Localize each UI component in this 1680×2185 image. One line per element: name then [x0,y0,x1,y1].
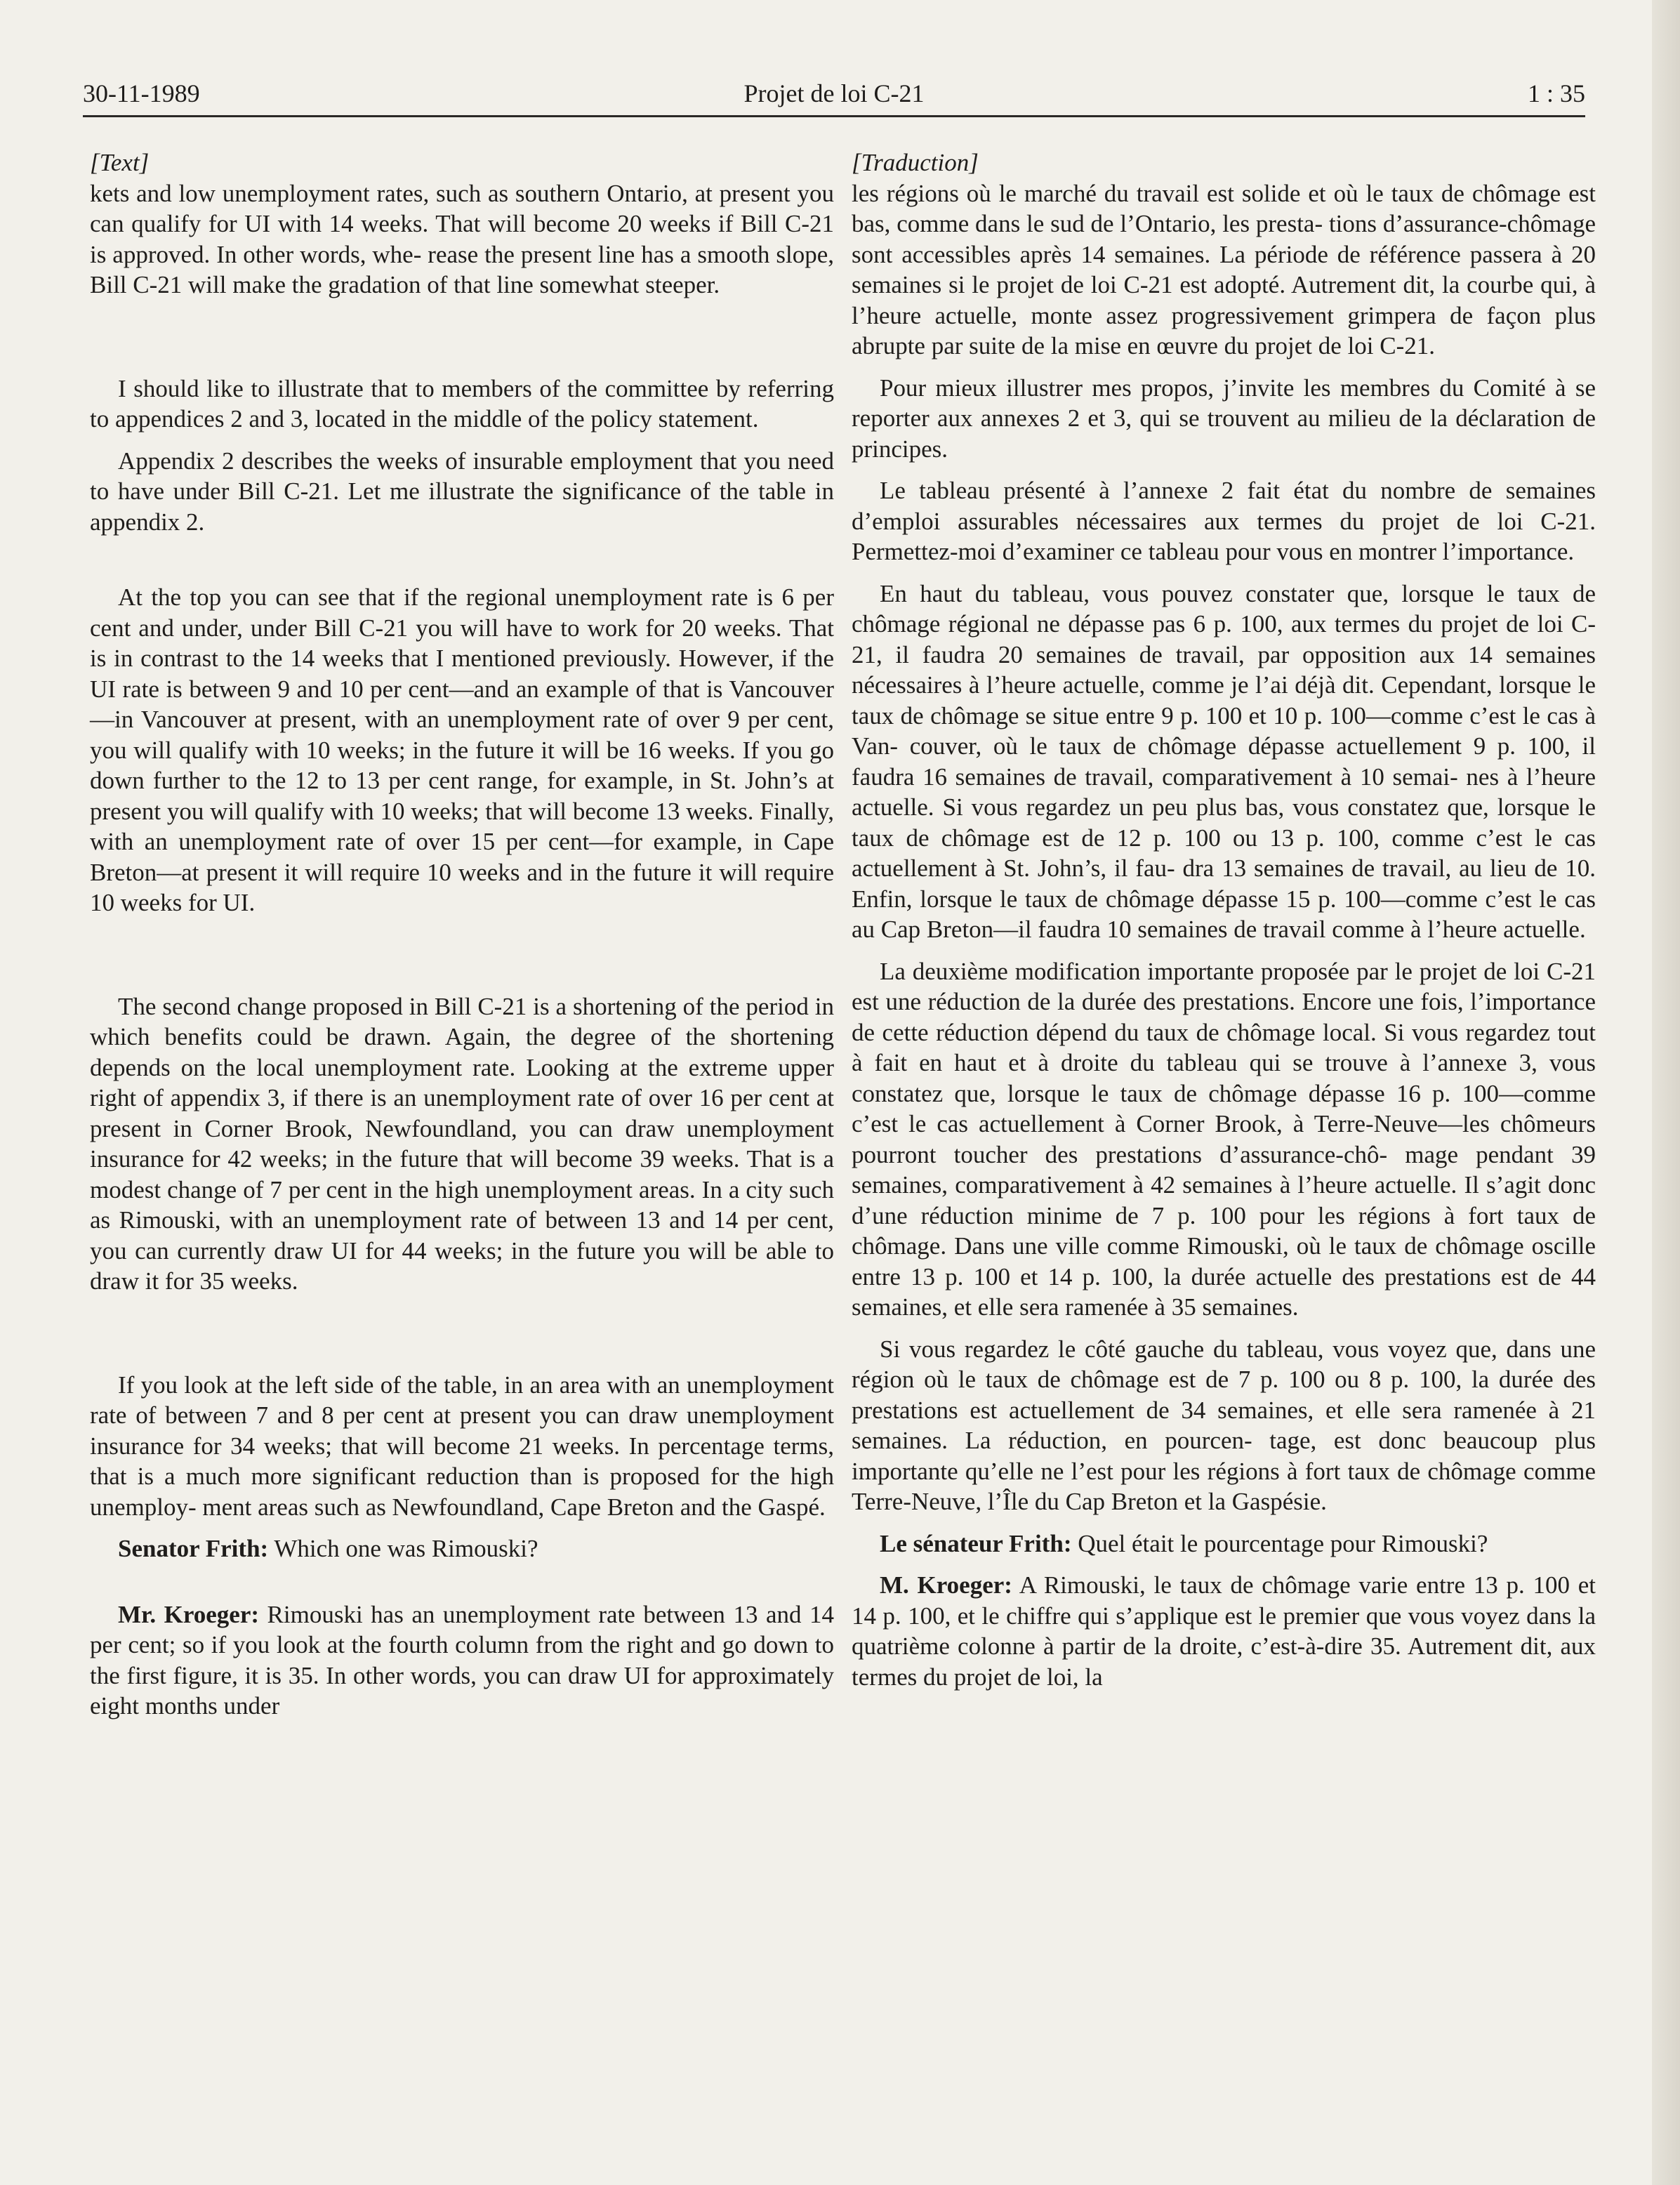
page-edge [1652,0,1680,2185]
english-paragraph-6: If you look at the left side of the table, in an area with an unemployment rate of between 7 and 8 per cent at present you can draw unemployment insurance for 34 weeks; that will become 21 weeks. In percentage terms, that is a much more significant reduction than is proposed for the high unemploy- ment areas such as Newfoundland, Cape Breton and the Gaspé. [90,1371,834,1521]
speech-text: Quel était le pourcentage pour Rimouski? [1078,1529,1488,1557]
english-paragraph-1: kets and low unemployment rates, such as southern Ontario, at present you can qualify for UI with 14 weeks. That will become 20 weeks if Bill C-21 is approved. In other words, whe- rease the present line has a smooth slope, Bill C-21 will make the gradation of that line somewhat steeper. [90,179,834,298]
speech-text: Which one was Rimouski? [274,1535,538,1562]
french-column [852,147,1596,1692]
english-paragraph-5: The second change proposed in Bill C-21 is a shortening of the period in which benefits could be drawn. Again, the degree of the shortening depends on the local unemployment rate. Looking at the extreme upper right of appendix 3, if there is an unemployment rate of over 16 per cent at present in Corner Brook, Newfoundland, you can draw unemployment insurance for 42 weeks; in the future that will become 39 weeks. That is a modest change of 7 per cent in the high unemployment areas. In a city such as Rimouski, with an unemployment rate of between 13 and 14 per cent, you can currently draw UI for 44 weeks; in the future you will be able to draw it for 35 weeks. [90,992,834,1295]
french-paragraph-1: les régions où le marché du travail est solide et où le taux de chômage est bas, comme dans le sud de l’Ontario, les presta- tions d’assurance-chômage sont accessibles après 14 semaines. La période de référence passera à 20 semaines si le projet de loi C-21 est adopté. Autrement dit, la courbe qui, à l’heure actuelle, monte assez progressivement grimpera de façon plus abrupte par suite de la mise en œuvre du projet de loi C-21. [852,179,1596,359]
header-date: 30-11-1989 [83,79,200,107]
english-paragraph-8 [90,1599,834,1722]
speaker-name: Le sénateur Frith: [880,1529,1072,1557]
french-paragraph-6: Si vous regardez le côté gauche du tableau, vous voyez que, dans une région où le taux de chômage est de 7 p. 100 ou 8 p. 100, la durée des prestations est actuellement de 34 semaines, et elle sera ramenée à 21 semaines. La réduction, en pourcen- tage, est donc beaucoup plus importante qu’elle ne l’est pour les régions à fort taux de chômage comme Terre-Neuve, l’Île du Cap Breton et la Gaspésie. [852,1335,1596,1515]
french-paragraph-3: Le tableau présenté à l’annexe 2 fait état du nombre de semaines d’emploi assurables nécessaires aux termes du projet de loi C-21. Permettez-moi d’examiner ce tableau pour vous en montrer l’importance. [852,477,1596,565]
english-paragraph-4: At the top you can see that if the regional unemployment rate is 6 per cent and under, under Bill C-21 you will have to work for 20 weeks. That is in contrast to the 14 weeks that I mentioned previously. However, if the UI rate is between 9 and 10 per cent—and an example of that is Vancouver—in Vancouver at present, with an unemployment rate of over 9 per cent, you will qualify with 10 weeks; in the future it will be 16 weeks. If you go down further to the 12 to 13 per cent range, for example, in St. John’s at present you will qualify with 10 weeks; that will become 13 weeks. Finally, with an unemployment rate of over 15 per cent—for example, in Cape Breton—at present it will require 10 weeks and in the future it will require 10 weeks for UI. [90,583,834,916]
header-title: Projet de loi C-21 [743,79,925,107]
french-text-tag: [Traduction] [852,149,979,176]
french-paragraph-8 [852,1570,1596,1692]
speech-text: Rimouski has an unemployment rate between 13 and 14 per cent; so if you look at the fourth column from the right and go down to the first figure, it is 35. In other words, you can draw UI for approximately eight months under [90,1600,834,1719]
speaker-name: Senator Frith: [118,1535,269,1562]
speaker-name: Mr. Kroeger: [118,1600,260,1628]
page-header [83,70,1585,117]
english-text-tag: [Text] [90,149,150,176]
header-page-number: 1 : 35 [1527,79,1585,107]
english-paragraph-7 [90,1533,834,1564]
french-paragraph-7 [852,1529,1596,1559]
english-column [90,147,834,1722]
speaker-name: M. Kroeger: [880,1571,1012,1599]
speech-text: A Rimouski, le taux de chômage varie entre 13 p. 100 et 14 p. 100, et le chiffre qui s’applique est le premier que vous voyez dans la quatrième colonne à partir de la droite, c’est-à-dire 35. Autrement dit, aux termes du projet de loi, la [852,1571,1596,1691]
french-paragraph-5: La deuxième modification importante proposée par le projet de loi C-21 est une réduction de la durée des prestations. Encore une fois, l’importance de cette réduction dépend du taux de chômage local. Si vous regardez tout à fait en haut et à droite du tableau qui se trouve à l’annexe 3, vous constatez que, lorsque le taux de chômage dépasse 16 p. 100—comme c’est le cas actuellement à Corner Brook, à Terre-Neuve—les chômeurs pourront toucher des prestations d’assurance-chô- mage pendant 39 semaines, comparativement à 42 semaines à l’heure actuelle. Il s’agit donc d’une réduction minime de 7 p. 100 pour les régions à fort taux de chômage. Dans une ville comme Rimouski, où le taux de chômage oscille entre 13 p. 100 et 14 p. 100, la durée actuelle des prestations est de 44 semaines, et elle sera ramenée à 35 semaines. [852,957,1596,1321]
english-paragraph-3: Appendix 2 describes the weeks of insurable employment that you need to have under Bill C-21. Let me illustrate the significance of the table in appendix 2. [90,447,834,536]
french-paragraph-4: En haut du tableau, vous pouvez constater que, lorsque le taux de chômage régional ne dépasse pas 6 p. 100, aux termes du projet de loi C-21, il faudra 20 semaines de travail, par opposition aux 14 semaines nécessaires à l’heure actuelle, comme je l’ai déjà dit. Cependant, lorsque le taux de chômage se situe entre 9 p. 100 et 10 p. 100—comme c’est le cas à Van- couver, où le taux de chômage dépasse actuellement 9 p. 100, il faudra 16 semaines de travail, comparativement à 10 semai- nes à l’heure actuelle. Si vous regardez un peu plus bas, vous constatez que, lorsque le taux de chômage est de 12 p. 100 ou 13 p. 100, comme c’est le cas actuellement à St. John’s, il fau- dra 13 semaines de travail, au lieu de 10. Enfin, lorsque le taux de chômage dépasse 15 p. 100—comme c’est le cas au Cap Breton—il faudra 10 semaines de travail comme à l’heure actuelle. [852,579,1596,943]
french-paragraph-2: Pour mieux illustrer mes propos, j’invite les membres du Comité à se reporter aux annexes 2 et 3, qui se trouvent au milieu de la déclaration de principes. [852,374,1596,463]
english-paragraph-2: I should like to illustrate that to members of the committee by referring to appendices 2 and 3, located in the middle of the policy statement. [90,374,834,433]
